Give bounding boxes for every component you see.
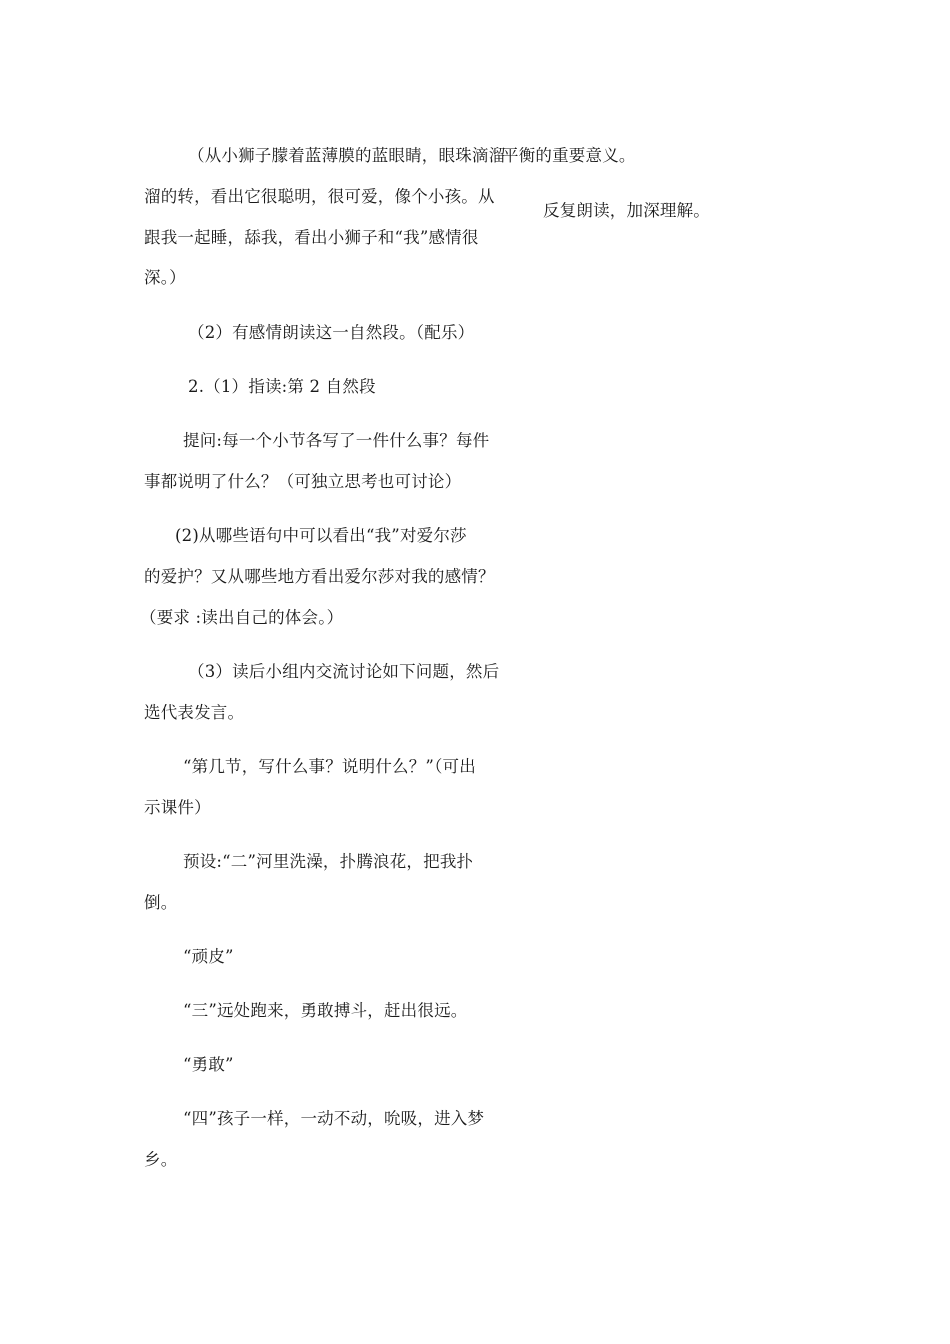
text-line: 溜的转，看出它很聪明，很可爱，像个小孩。从 xyxy=(144,187,495,206)
text-line: 事都说明了什么？（可独立思考也可讨论） xyxy=(144,472,462,491)
text-line: 平衡的重要意义。 xyxy=(502,146,636,165)
text-line: （从小狮子朦着蓝薄膜的蓝眼睛，眼珠滴溜 xyxy=(188,146,506,165)
text-line: 预设:“二”河里洗澡，扑腾浪花，把我扑 xyxy=(183,852,474,871)
text-line: 乡。 xyxy=(144,1150,178,1169)
text-line: 反复朗读，加深理解。 xyxy=(543,201,710,220)
text-line: 的爱护？又从哪些地方看出爱尔莎对我的感情？ xyxy=(144,567,495,586)
text-line: （2）有感情朗读这一自然段。（配乐） xyxy=(188,323,475,342)
text-line: (2)从哪些语句中可以看出“我”对爱尔莎 xyxy=(175,526,467,545)
text-line: “三”远处跑来，勇敢搏斗，赶出很远。 xyxy=(183,1001,468,1020)
text-line: 倒。 xyxy=(144,893,178,912)
text-line: （要求 :读出自己的体会。） xyxy=(140,608,344,627)
text-line: 提问:每一个小节各写了一件什么事？每件 xyxy=(183,431,490,450)
text-line: “四”孩子一样，一动不动，吮吸，进入梦 xyxy=(183,1109,485,1128)
text-line: 选代表发言。 xyxy=(144,703,245,722)
text-line: “勇敢” xyxy=(183,1055,234,1074)
text-line: “顽皮” xyxy=(183,947,234,966)
text-line: 深。） xyxy=(144,268,186,287)
text-line: “第几节，写什么事？说明什么？”（可出 xyxy=(183,757,476,776)
text-line: 跟我一起睡，舔我，看出小狮子和“我”感情很 xyxy=(144,228,479,247)
text-line: （3）读后小组内交流讨论如下问题，然后 xyxy=(188,662,500,681)
text-line: 2.（1）指读:第 2 自然段 xyxy=(188,377,376,396)
text-line: 示课件） xyxy=(144,798,211,817)
